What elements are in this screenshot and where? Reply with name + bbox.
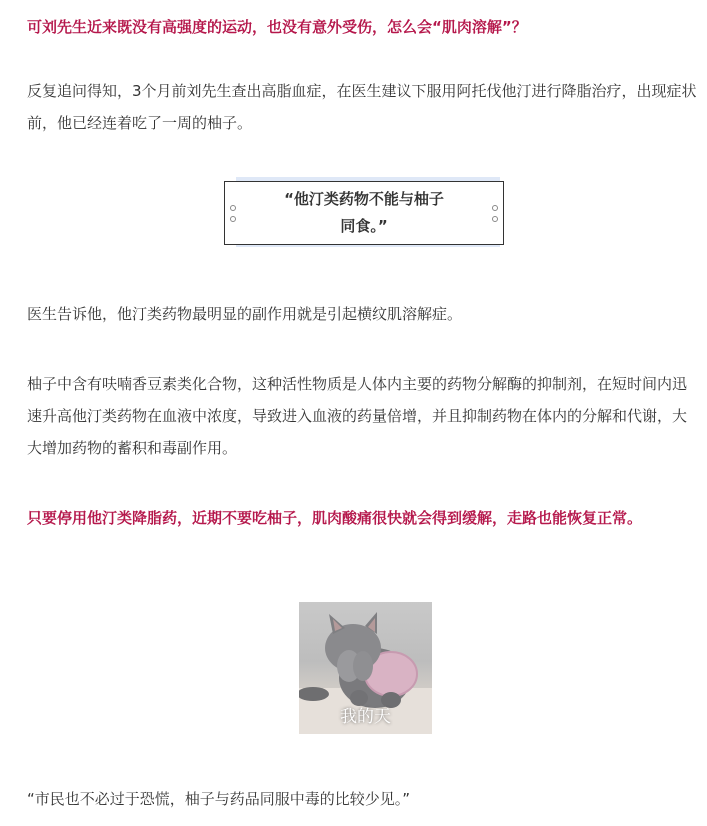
pull-quote-line: 同食。” [340, 217, 388, 235]
paragraph-history: 反复追问得知，3个月前刘先生查出高脂血症，在医生建议下服用阿托伐他汀进行降脂治疗，出现症状前，他已经连着吃了一周的柚子。 [27, 82, 697, 132]
pull-quote-line: “他汀类药物不能与柚子 [284, 190, 444, 208]
meme-caption: 我的天 [340, 707, 391, 727]
cat-meme-image [299, 602, 432, 734]
highlight-question: 可刘先生近来既没有高强度的运动，也没有意外受伤，怎么会“肌肉溶解”？ [27, 18, 527, 36]
paragraph-side-effect: 医生告诉他，他汀类药物最明显的副作用就是引起横纹肌溶解症。 [27, 305, 463, 323]
pull-quote-text [225, 186, 503, 240]
closing-quote: “市民也不必过于恐慌，柚子与药品同服中毒的比较少见。” [27, 790, 411, 808]
highlight-advice: 只要停用他汀类降脂药，近期不要吃柚子，肌肉酸痛很快就会得到缓解，走路也能恢复正常。 [27, 509, 643, 527]
pull-quote [224, 181, 504, 245]
paragraph-mechanism: 柚子中含有呋喃香豆素类化合物，这种活性物质是人体内主要的药物分解酶的抑制剂，在短时间内迅速升高他汀类药物在血液中浓度，导致进入血液的药量倍增，并且抑制药物在体内的分解和代谢，大大增加药物的蓄积和毒副作用。 [27, 375, 688, 457]
